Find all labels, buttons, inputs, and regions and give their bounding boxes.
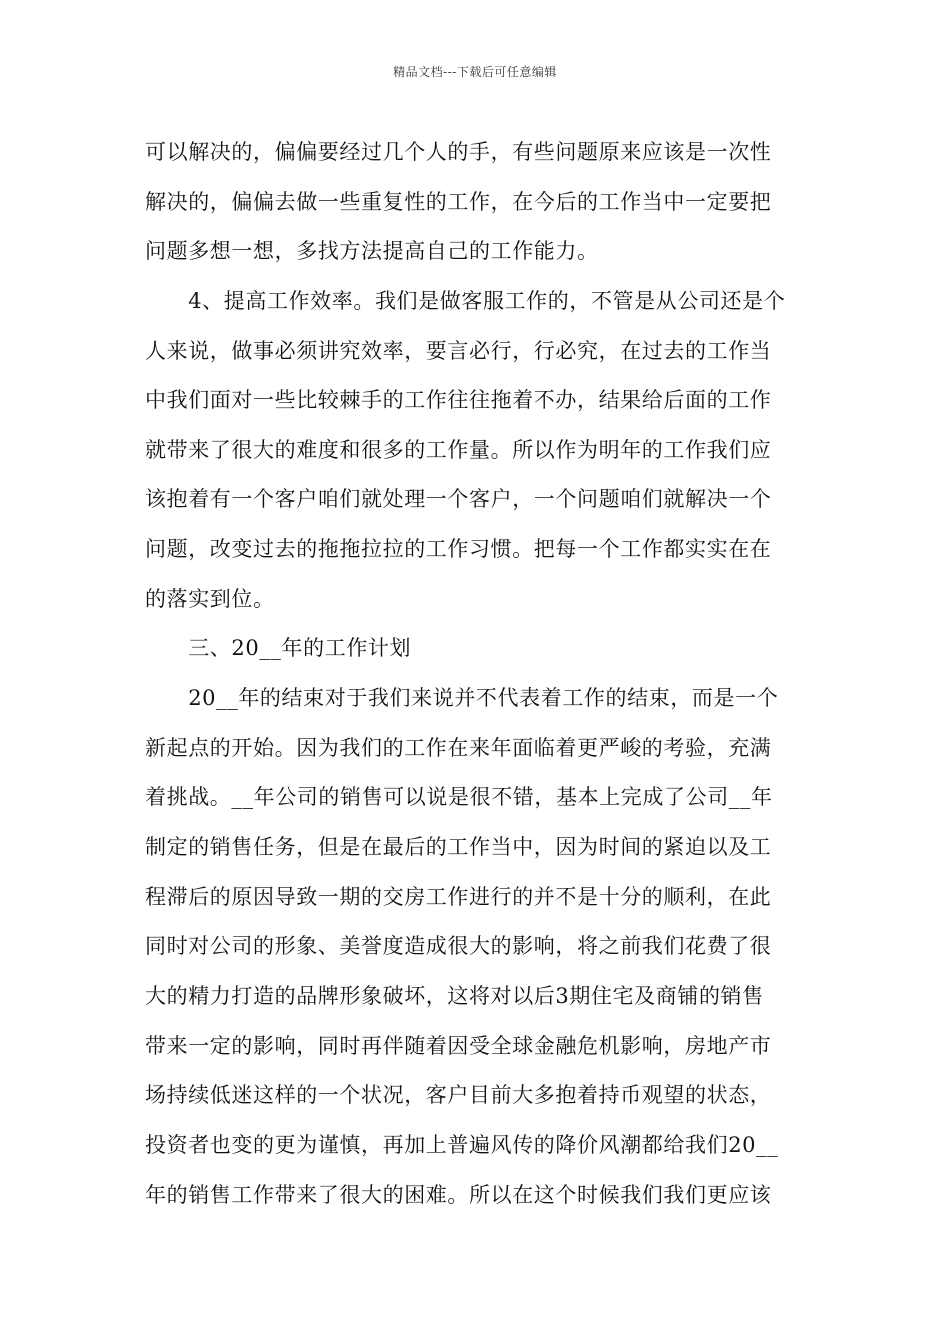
text-line: 的落实到位。 [145,587,275,611]
text-line: 问题，改变过去的拖拖拉拉的工作习惯。把每一个工作都实实在在 [145,537,772,561]
text-line: 着挑战。__年公司的销售可以说是很不错，基本上完成了公司__年 [145,785,773,809]
text-line: 程滞后的原因导致一期的交房工作进行的并不是十分的顺利，在此 [145,885,772,909]
text-line: 场持续低迷这样的一个状况，客户目前大多抱着持币观望的状态， [145,1083,772,1107]
text-line: 同时对公司的形象、美誉度造成很大的影响，将之前我们花费了很 [145,934,772,958]
text-line: 新起点的开始。因为我们的工作在来年面临着更严峻的考验，充满 [145,736,772,760]
text-line: 人来说，做事必须讲究效率，要言必行，行必究，在过去的工作当 [145,339,772,363]
text-line: 就带来了很大的难度和很多的工作量。所以作为明年的工作我们应 [145,438,772,462]
text-line: 20__年的结束对于我们来说并不代表着工作的结束，而是一个 [145,686,779,710]
text-line: 投资者也变的更为谨慎，再加上普遍风传的降价风潮都给我们20__ [145,1133,779,1157]
page-header: 精品文档---下载后可任意编辑 [393,65,557,79]
text-line: 解决的，偏偏去做一些重复性的工作，在今后的工作当中一定要把 [145,190,772,214]
text-line: 带来一定的影响，同时再伴随着因受全球金融危机影响，房地产市 [145,1034,772,1058]
text-line: 可以解决的，偏偏要经过几个人的手，有些问题原来应该是一次性 [145,140,772,164]
text-line: 该抱着有一个客户咱们就处理一个客户，一个问题咱们就解决一个 [145,487,772,511]
section-heading: 三、20__年的工作计划 [145,636,412,660]
text-line: 问题多想一想，多找方法提高自己的工作能力。 [145,239,599,263]
text-line: 中我们面对一些比较棘手的工作往往拖着不办，结果给后面的工作 [145,388,772,412]
text-line: 年的销售工作带来了很大的困难。所以在这个时候我们我们更应该 [145,1183,772,1207]
text-line: 制定的销售任务，但是在最后的工作当中，因为时间的紧迫以及工 [145,835,772,859]
text-line: 4、提高工作效率。我们是做客服工作的，不管是从公司还是个 [145,289,786,313]
text-line: 大的精力打造的品牌形象破坏，这将对以后3期住宅及商铺的销售 [145,984,764,1008]
